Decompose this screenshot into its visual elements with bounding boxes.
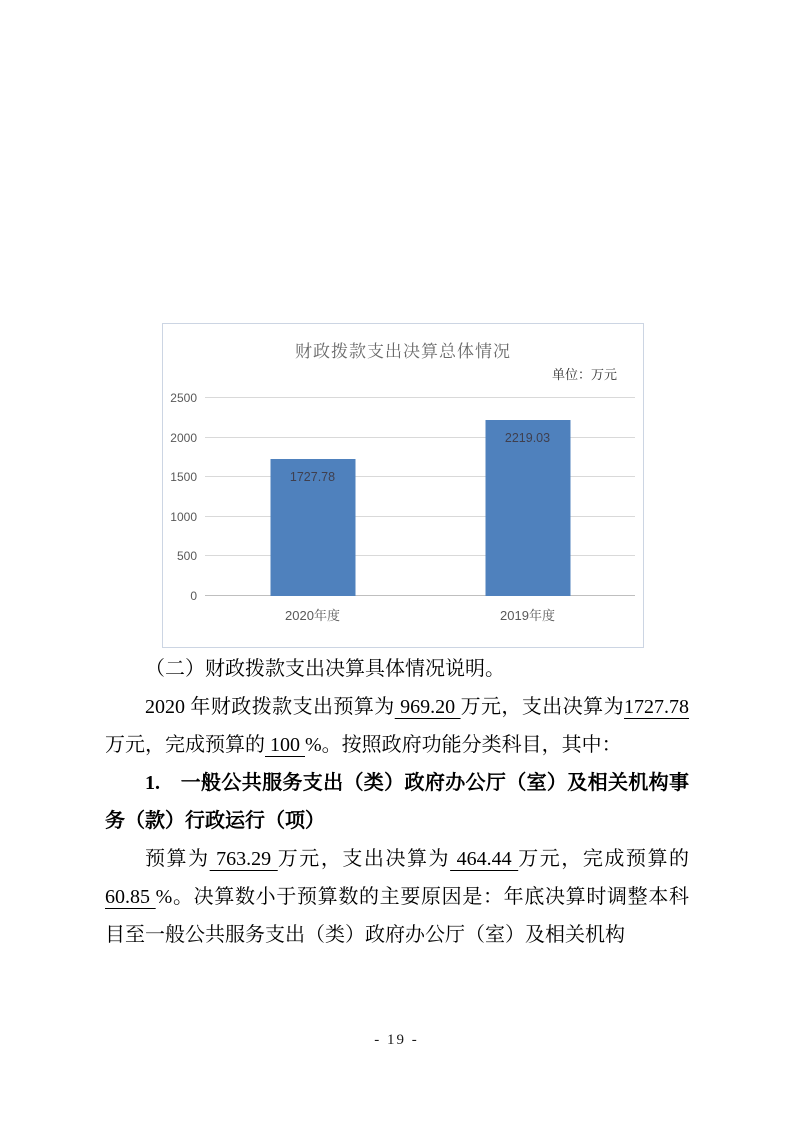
bar-cell xyxy=(205,398,420,623)
text-segment: 1. 一般公共服务支出（类）政府办公厅（室）及相关机构事务（款）行政运行（项） xyxy=(105,772,689,832)
chart-title: 财政拨款支出决算总体情况 xyxy=(295,342,511,361)
fiscal-expenditure-bar-chart xyxy=(162,323,644,648)
bar-2019年度 xyxy=(485,420,570,596)
bar-cell xyxy=(420,398,635,623)
bar-value-label: 2219.03 xyxy=(504,431,551,446)
y-axis-tick-label: 1500 xyxy=(170,470,197,485)
y-axis-tick-label: 1000 xyxy=(170,509,197,524)
para-item-1-heading xyxy=(105,764,689,840)
text-segment: 万元，完成预算的 xyxy=(518,848,690,870)
underlined-value: 763.29 xyxy=(209,848,278,870)
text-segment: （二）财政拨款支出决算具体情况说明。 xyxy=(145,658,505,680)
chart-unit-label: 单位：万元 xyxy=(551,367,617,382)
text-segment: 万元，支出决算为 xyxy=(460,696,625,718)
para-item-1-detail xyxy=(105,840,689,954)
underlined-value: 60.85 xyxy=(105,886,156,908)
text-segment: 万元，完成预算的 xyxy=(105,734,265,756)
body-text xyxy=(105,650,689,954)
y-axis-tick-label: 500 xyxy=(176,549,197,564)
text-segment: %。决算数小于预算数的主要原因是：年底决算时调整本科目至一般公共服务支出（类）政府办公厅（室）及相关机构 xyxy=(105,886,689,946)
bar-2020年度 xyxy=(270,459,355,596)
text-segment: 2020 年财政拨款支出预算为 xyxy=(145,696,395,718)
underlined-value: 100 xyxy=(265,734,305,756)
underlined-value: 464.44 xyxy=(450,848,519,870)
para-overview xyxy=(105,688,689,764)
text-segment: %。按照政府功能分类科目，其中： xyxy=(305,734,622,756)
bars-container xyxy=(205,398,635,623)
page-number: - 19 - xyxy=(374,1032,419,1048)
x-axis-category-label: 2020年度 xyxy=(285,608,340,623)
underlined-value: 969.20 xyxy=(394,696,461,718)
x-axis-category-label: 2019年度 xyxy=(500,608,555,623)
text-segment: 万元，支出决算为 xyxy=(277,848,451,870)
y-axis-tick-label: 0 xyxy=(190,589,197,603)
para-section-heading xyxy=(105,650,689,688)
text-segment: 预算为 xyxy=(145,848,210,870)
y-axis-tick-label: 2500 xyxy=(170,391,197,405)
chart-plot-area xyxy=(170,391,635,623)
y-axis-tick-label: 2000 xyxy=(170,430,197,445)
bar-value-label: 1727.78 xyxy=(289,470,336,485)
underlined-value: 1727.78 xyxy=(624,696,690,718)
